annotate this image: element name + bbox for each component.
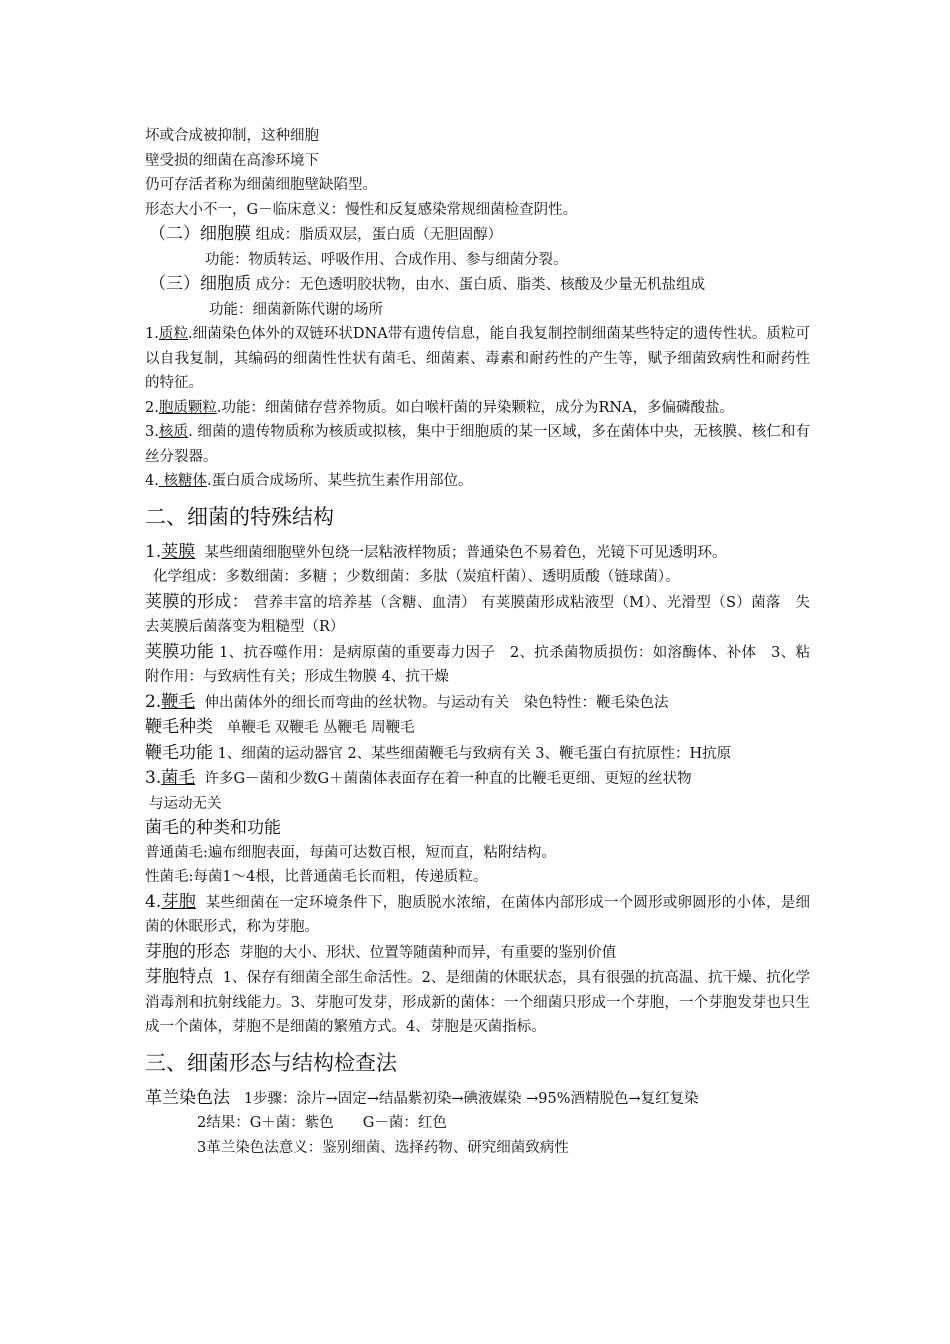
capsule-function-text: 1、抗吞噬作用：是病原菌的重要毒力因子 2、抗杀菌物质损伤：如溶酶体、补体 3、粘附作用：与致病性有关；形成生物膜 4、抗干燥 — [145, 644, 810, 685]
spore-features — [145, 965, 810, 1040]
nucleoid-text: . 细菌的遗传物质称为核质或拟核，集中于细胞质的某一区域，多在菌体中央，无核膜、核仁和有丝分裂器。 — [145, 424, 810, 465]
pili-types-title: 菌毛的种类和功能 — [145, 818, 281, 838]
gram-stain-step3: 3革兰染色法意义：鉴别细菌、选择药物、研究细菌致病性 — [197, 1139, 569, 1156]
spore-form-title: 芽胞的形态 — [145, 941, 230, 962]
capsule-chemistry: 化学组成：多数细菌：多糖 ；少数细菌：多肽（炭疽杆菌）、透明质酸（链球菌）。 — [153, 569, 680, 585]
pili-number: 3. — [145, 768, 162, 788]
pili-motion: 与运动无关 — [149, 795, 222, 812]
paragraph-cell-wall-defect-2: 壁受损的细菌在高渗环境下 — [145, 152, 319, 169]
membrane-line — [145, 222, 810, 248]
spore-term: 芽胞 — [161, 891, 196, 912]
plasmid-text: .细菌染色体外的双链环状DNA带有遗传信息，能自我复制控制细菌某些特定的遗传性状。质粒可以自我复制，其编码的细菌性性状有菌毛、细菌素、毒素和耐药性的产生等，赋予细菌致病性和耐药性的特征。 — [145, 326, 811, 391]
cytoplasm-composition: 成分：无色透明胶状物，由水、蛋白质、脂类、核酸及少量无机盐组成 — [255, 277, 706, 293]
pili-common: 普通菌毛:遍布细胞表面，每菌可达数百根，短而直，粘附结构。 — [145, 844, 556, 861]
spore-form-text: 芽胞的大小、形状、位置等随菌种而异，有重要的鉴别价值 — [239, 944, 617, 961]
flagella-function — [145, 741, 810, 767]
capsule-number: 1. — [145, 541, 162, 562]
flagella-term: 鞭毛 — [161, 691, 196, 712]
capsule-function — [145, 640, 810, 690]
granule-term: 胞质颗粒 — [158, 399, 217, 416]
membrane-title: （二）细胞膜 — [149, 224, 251, 244]
flagella-paragraph — [145, 690, 810, 716]
plasmid-number: 1. — [145, 326, 159, 342]
pili-paragraph — [145, 766, 810, 792]
pili-sex: 性菌毛:每菌1～4根，比普通菌毛长而粗，传递质粒。 — [145, 869, 488, 885]
nucleoid-number: 3. — [145, 424, 159, 440]
ribosome-number: 4. — [145, 473, 159, 489]
capsule-term: 荚膜 — [161, 541, 196, 562]
capsule-formation-text: 营养丰富的培养基（含糖、血清） 有荚膜菌形成粘液型（M）、光滑型（S）菌落 失去荚膜后菌落变为粗糙型（R） — [145, 594, 811, 635]
capsule-function-title: 荚膜功能 — [145, 641, 215, 662]
section-heading-examination-methods: 三、细菌形态与结构检查法 — [145, 1050, 397, 1075]
cytoplasm-line — [145, 272, 810, 298]
spore-text: 某些细菌在一定环境条件下，胞质脱水浓缩，在菌体内部形成一个圆形或卵圆形的小体，是细菌的休眠形式，称为芽胞。 — [145, 894, 811, 935]
pili-term: 菌毛 — [161, 768, 196, 788]
gram-stain-line — [145, 1086, 810, 1112]
capsule-text: 某些细菌细胞壁外包绕一层粘液样物质；普通染色不易着色，光镜下可见透明环。 — [204, 544, 727, 561]
paragraph-cell-wall-defect-3: 仍可存活者称为细菌细胞壁缺陷型。 — [145, 177, 377, 193]
capsule-formation — [145, 590, 810, 640]
gram-stain-step2: 2结果：G＋菌：紫色 G－菌：红色 — [197, 1115, 447, 1131]
nucleoid-term: 核质 — [158, 424, 189, 440]
membrane-composition: 组成：脂质双层，蛋白质（无胆固醇） — [255, 227, 503, 243]
spore-features-text: 1、保存有细菌全部生命活性。2、是细菌的休眠状态，具有很强的抗高温、抗干燥、抗化学消毒剂和抗射线能力。3、芽胞可发芽，形成新的菌体：一个细菌只形成一个芽胞，一个芽胞发芽也只生成一个菌体，芽胞不是细菌的繁殖方式。4、芽胞是灭菌指标。 — [145, 970, 811, 1035]
document-page — [145, 124, 810, 1160]
paragraph-cell-wall-defect-1: 坏或合成被抑制，这种细胞 — [145, 128, 319, 144]
spore-paragraph — [145, 890, 810, 940]
flagella-types-title: 鞭毛种类 — [145, 717, 213, 737]
flagella-function-text: 1、细菌的运动器官 2、某些细菌鞭毛与致病有关 3、鞭毛蛋白有抗原性：H抗原 — [217, 745, 732, 762]
pili-text: 许多G－菌和少数G＋菌菌体表面存在着一种直的比鞭毛更细、更短的丝状物 — [204, 771, 692, 787]
plasmid-term: 质粒 — [158, 326, 189, 342]
ribosome-paragraph — [145, 469, 810, 494]
cytoplasm-function: 功能：细菌新陈代谢的场所 — [209, 301, 383, 318]
granule-number: 2. — [145, 399, 159, 416]
nucleoid-paragraph — [145, 420, 810, 469]
spore-form — [145, 940, 810, 966]
flagella-function-title: 鞭毛功能 — [145, 742, 213, 763]
cytoplasm-title: （三）细胞质 — [149, 274, 251, 294]
granule-paragraph — [145, 396, 810, 421]
flagella-types — [145, 715, 810, 741]
gram-stain-title: 革兰染色法 — [145, 1087, 230, 1108]
gram-stain-step1: 1步骤：涂片→固定→结晶紫初染→碘液媒染 →95%酒精脱色→复红复染 — [243, 1090, 699, 1107]
flagella-number: 2. — [145, 691, 162, 712]
spore-features-title: 芽胞特点 — [145, 967, 214, 987]
plasmid-paragraph — [145, 322, 810, 396]
capsule-formation-title: 荚膜的形成： — [145, 591, 249, 612]
ribosome-text: .蛋白质合成场所、某些抗生素作用部位。 — [206, 473, 473, 489]
flagella-types-text: 单鞭毛 双鞭毛 丛鞭毛 周鞭毛 — [226, 720, 415, 736]
granule-text: .功能：细菌储存营养物质。如白喉杆菌的异染颗粒，成分为RNA，多偏磷酸盐。 — [216, 399, 735, 416]
spore-number: 4. — [145, 891, 162, 912]
ribosome-term: 核糖体 — [158, 473, 207, 489]
section-heading-special-structures: 二、细菌的特殊结构 — [145, 504, 334, 529]
paragraph-cell-wall-defect-4: 形态大小不一，G－临床意义：慢性和反复感染常规细菌检查阴性。 — [145, 201, 578, 218]
flagella-text: 伸出菌体外的细长而弯曲的丝状物。与运动有关 染色特性：鞭毛染色法 — [204, 694, 669, 711]
capsule-paragraph — [145, 540, 810, 566]
membrane-function: 功能：物质转运、呼吸作用、合成作用、参与细菌分裂。 — [205, 251, 568, 268]
